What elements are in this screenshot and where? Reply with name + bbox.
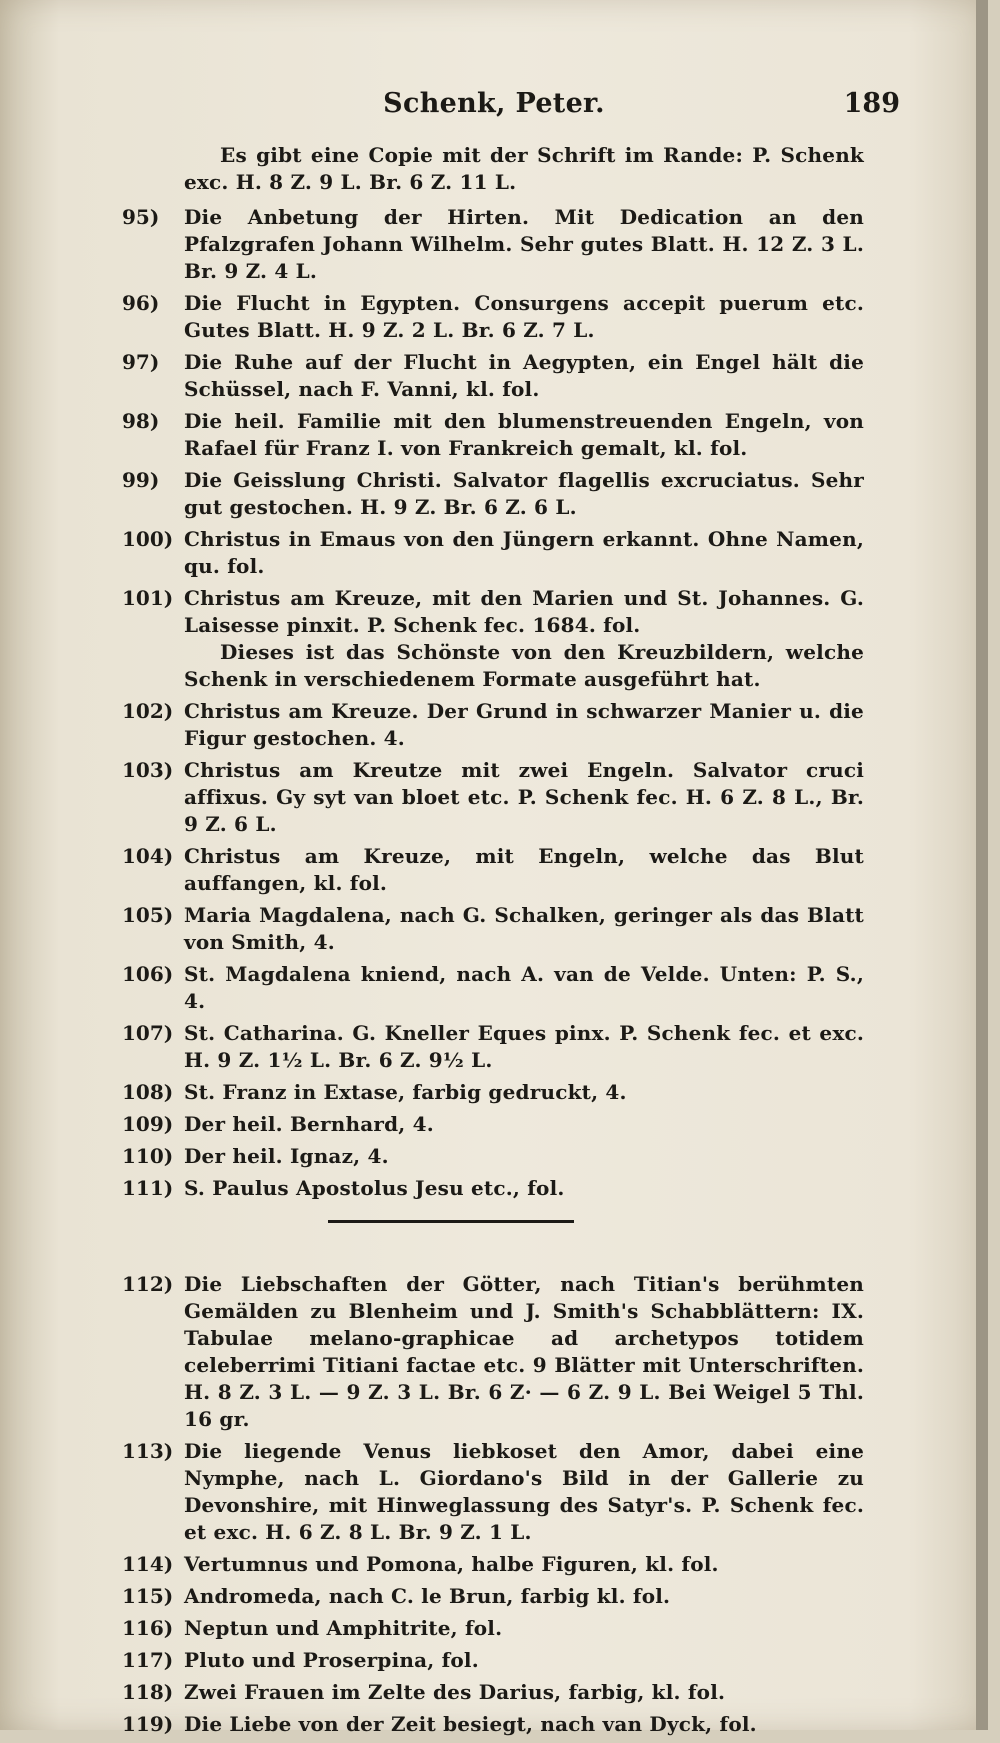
catalogue-entry	[122, 1711, 864, 1738]
entry-number: 118)	[122, 1680, 174, 1704]
continuation-note: Es gibt eine Copie mit der Schrift im Rande: P. Schenk exc. H. 8 Z. 9 L. Br. 6 Z. 11 L.	[184, 143, 864, 194]
entry-number: 99)	[122, 468, 160, 492]
catalogue-entry	[122, 204, 864, 285]
entry-text: Die Anbetung der Hirten. Mit Dedication an den Pfalzgrafen Johann Wilhelm. Sehr gutes Blatt. H. 12 Z. 3 L. Br. 9 Z. 4 L.	[184, 205, 864, 283]
entry-number: 114)	[122, 1552, 174, 1576]
entry-text: St. Franz in Extase, farbig gedruckt, 4.	[184, 1080, 627, 1104]
entry-text: Der heil. Bernhard, 4.	[184, 1112, 434, 1136]
entry-text: Die Liebe von der Zeit besiegt, nach van Dyck, fol.	[184, 1712, 757, 1736]
catalogue-entry	[122, 1551, 864, 1578]
entry-text: S. Paulus Apostolus Jesu etc., fol.	[184, 1176, 565, 1200]
entry-group-mythological	[122, 1271, 864, 1738]
entry-number: 119)	[122, 1712, 174, 1736]
entry-text: Christus am Kreuze, mit den Marien und St. Johannes. G. Laisesse pinxit. P. Schenk fec. 1684. fol.	[184, 586, 864, 637]
entry-text: Christus am Kreutze mit zwei Engeln. Salvator cruci affixus. Gy syt van bloet etc. P. Schenk fec. H. 6 Z. 8 L., Br. 9 Z. 6 L.	[184, 758, 864, 836]
catalogue-entry	[122, 1020, 864, 1074]
entry-number: 112)	[122, 1272, 174, 1296]
catalogue-entry	[122, 961, 864, 1015]
entry-number: 111)	[122, 1176, 174, 1200]
entry-text: Christus am Kreuze. Der Grund in schwarzer Manier u. die Figur gestochen. 4.	[184, 699, 864, 750]
entry-text: Zwei Frauen im Zelte des Darius, farbig, kl. fol.	[184, 1680, 726, 1704]
entry-number: 97)	[122, 350, 160, 374]
entry-note: Dieses ist das Schönste von den Kreuzbildern, welche Schenk in verschiedenem Formate ausgeführt hat.	[184, 640, 864, 691]
catalogue-entry	[122, 526, 864, 580]
entry-text: Die liegende Venus liebkoset den Amor, dabei eine Nymphe, nach L. Giordano's Bild in der Gallerie zu Devonshire, mit Hinweglassung des Satyr's. P. Schenk fec. et exc. H. 6 Z. 8 L. Br. 9 Z. 1 L.	[184, 1439, 864, 1544]
entry-number: 105)	[122, 903, 174, 927]
page-edge	[976, 0, 988, 1730]
catalogue-entry	[122, 902, 864, 956]
entry-number: 109)	[122, 1112, 174, 1136]
catalogue-entry	[122, 1079, 864, 1106]
catalogue-entry	[122, 1583, 864, 1610]
catalogue-entry	[122, 585, 864, 693]
page-header	[0, 88, 988, 128]
catalogue-entry	[122, 1647, 864, 1674]
catalogue-entry	[122, 1615, 864, 1642]
catalogue-entry	[122, 290, 864, 344]
running-title: Schenk, Peter.	[383, 88, 605, 119]
catalogue-entry	[122, 1679, 864, 1706]
entry-text: Die Geisslung Christi. Salvator flagellis excruciatus. Sehr gut gestochen. H. 9 Z. Br. 6 Z. 6 L.	[184, 468, 864, 519]
entry-text: Der heil. Ignaz, 4.	[184, 1144, 389, 1168]
entry-number: 96)	[122, 291, 160, 315]
catalogue-entry	[122, 698, 864, 752]
catalogue-entry	[122, 349, 864, 403]
entry-text: Die Flucht in Egypten. Consurgens accepit puerum etc. Gutes Blatt. H. 9 Z. 2 L. Br. 6 Z. 7 L.	[184, 291, 864, 342]
entry-text: St. Catharina. G. Kneller Eques pinx. P. Schenk fec. et exc. H. 9 Z. 1½ L. Br. 6 Z. 9½ L.	[184, 1021, 864, 1072]
entry-group-religious	[122, 204, 864, 1202]
entry-number: 102)	[122, 699, 174, 723]
entry-number: 101)	[122, 586, 174, 610]
entry-text: Maria Magdalena, nach G. Schalken, geringer als das Blatt von Smith, 4.	[184, 903, 864, 954]
page-number: 189	[843, 88, 900, 119]
entry-number: 104)	[122, 844, 174, 868]
catalogue-entry	[122, 757, 864, 838]
entry-number: 108)	[122, 1080, 174, 1104]
entry-number: 116)	[122, 1616, 174, 1640]
entry-text: Pluto und Proserpina, fol.	[184, 1648, 479, 1672]
entry-text: St. Magdalena kniend, nach A. van de Velde. Unten: P. S., 4.	[184, 962, 864, 1013]
entry-number: 103)	[122, 758, 174, 782]
entry-text: Die heil. Familie mit den blumenstreuenden Engeln, von Rafael für Franz I. von Frankreich gemalt, kl. fol.	[184, 409, 864, 460]
entry-text: Neptun und Amphitrite, fol.	[184, 1616, 503, 1640]
catalogue-entry	[122, 408, 864, 462]
entry-text: Vertumnus und Pomona, halbe Figuren, kl. fol.	[184, 1552, 719, 1576]
entry-number: 110)	[122, 1144, 174, 1168]
catalogue-entry	[122, 1175, 864, 1202]
section-divider	[328, 1220, 574, 1223]
entry-number: 115)	[122, 1584, 174, 1608]
entry-text: Andromeda, nach C. le Brun, farbig kl. fol.	[184, 1584, 671, 1608]
entry-number: 106)	[122, 962, 174, 986]
catalogue-entries	[122, 142, 864, 1743]
entry-number: 117)	[122, 1648, 174, 1672]
entry-number: 100)	[122, 527, 174, 551]
catalogue-entry	[122, 1271, 864, 1433]
entry-number: 98)	[122, 409, 160, 433]
entry-text: Die Ruhe auf der Flucht in Aegypten, ein Engel hält die Schüssel, nach F. Vanni, kl. fol.	[184, 350, 864, 401]
entry-number: 113)	[122, 1439, 174, 1463]
catalogue-entry	[122, 1438, 864, 1546]
entry-text: Christus in Emaus von den Jüngern erkannt. Ohne Namen, qu. fol.	[184, 527, 864, 578]
entry-number: 107)	[122, 1021, 174, 1045]
entry-text: Christus am Kreuze, mit Engeln, welche das Blut auffangen, kl. fol.	[184, 844, 864, 895]
catalogue-entry	[122, 1143, 864, 1170]
entry-number: 95)	[122, 205, 160, 229]
catalogue-entry	[122, 843, 864, 897]
catalogue-entry	[122, 467, 864, 521]
catalogue-entry	[122, 1111, 864, 1138]
entry-text: Die Liebschaften der Götter, nach Titian's berühmten Gemälden zu Blenheim und J. Smith's Schabblättern: IX. Tabulae melano-graphicae ad archetypos totidem celeberrimi Titiani factae etc. 9 Blätter mit Unterschriften. H. 8 Z. 3 L. — 9 Z. 3 L. Br. 6 Z· — 6 Z. 9 L. Bei Weigel 5 Thl. 16 gr.	[184, 1272, 864, 1431]
